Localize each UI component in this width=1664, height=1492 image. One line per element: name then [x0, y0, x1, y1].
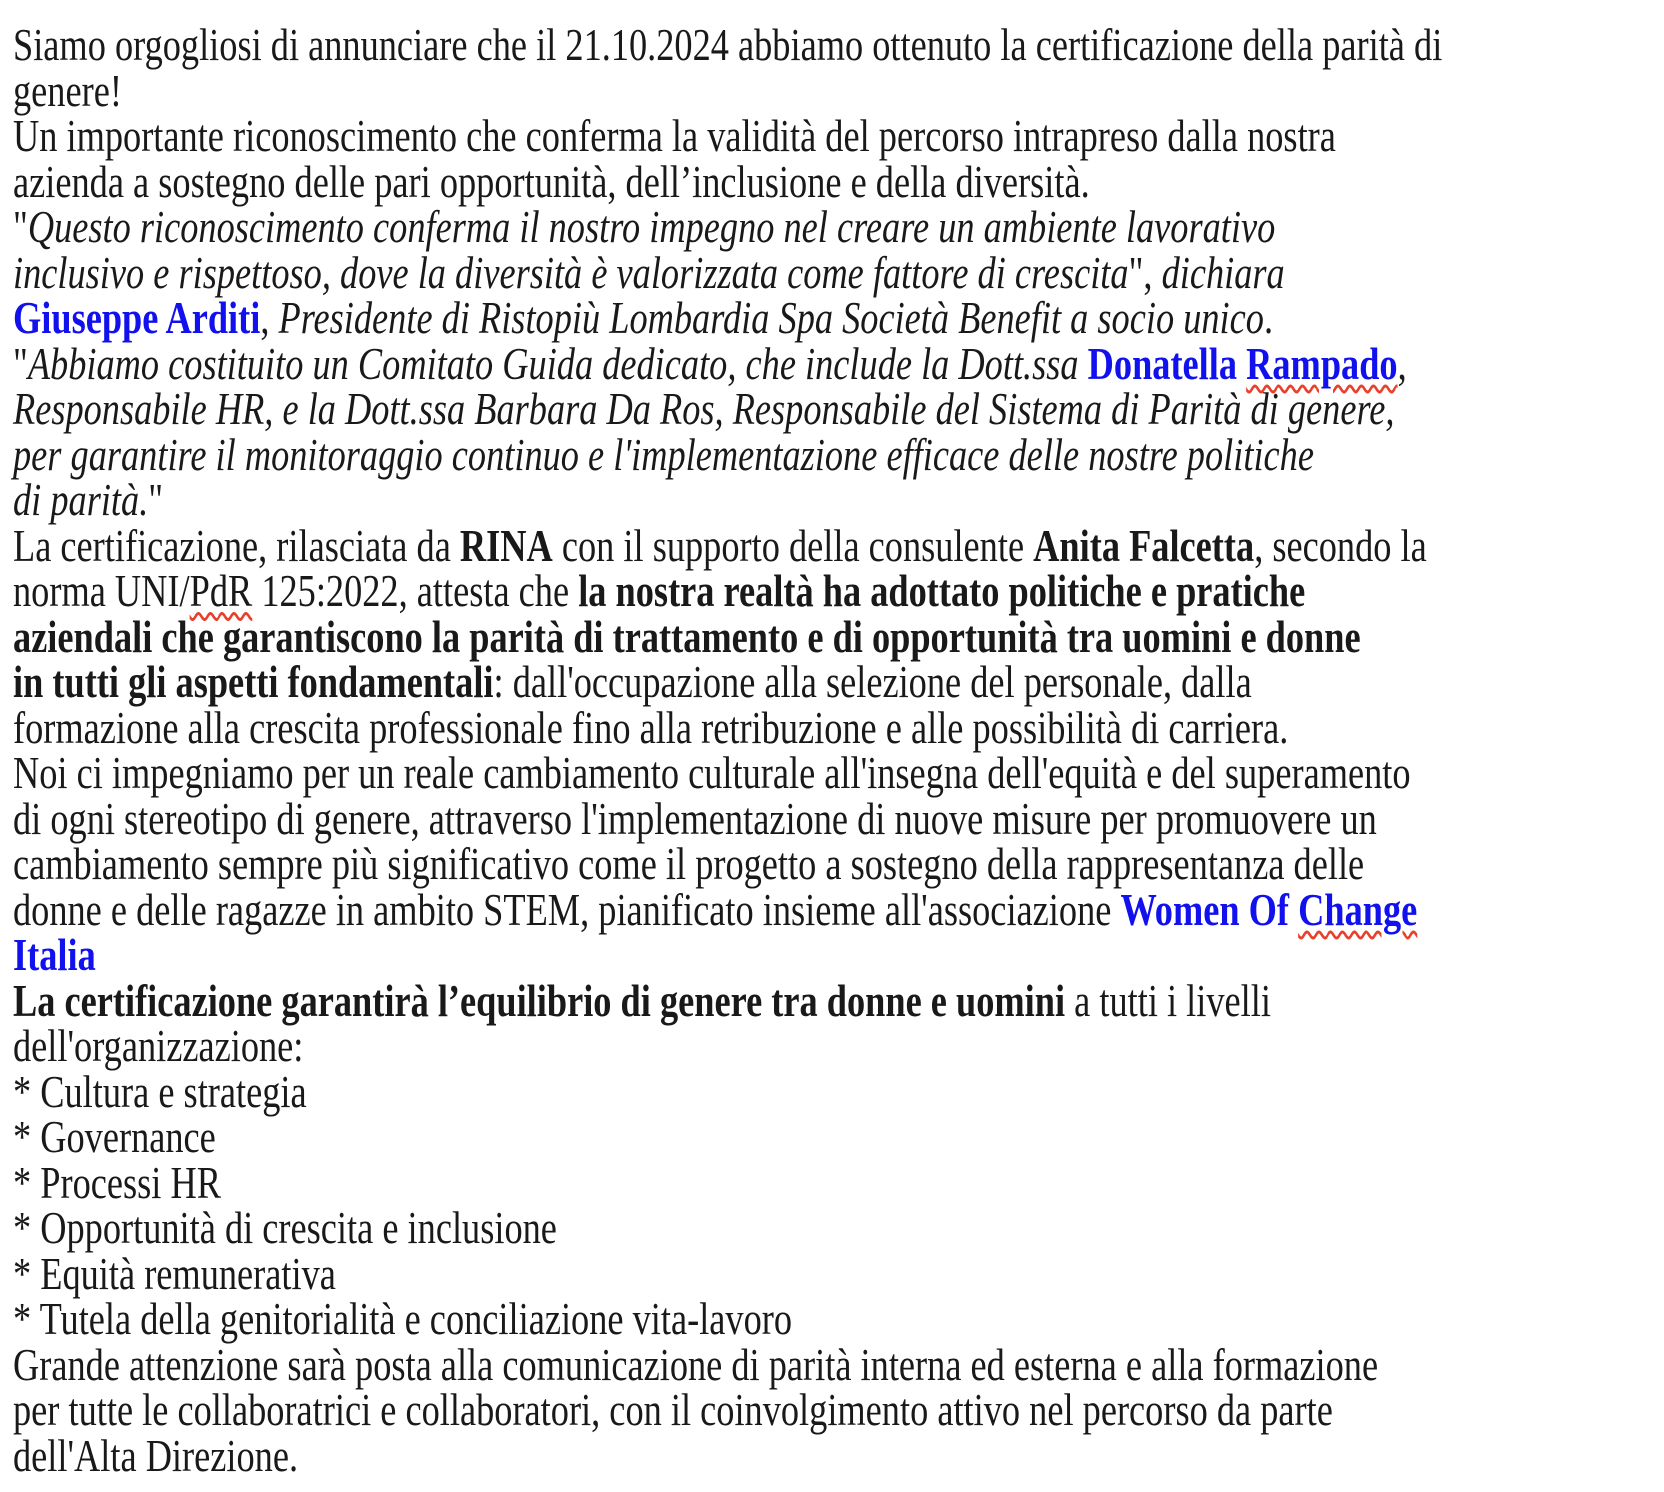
- text-segment: norma UNI/: [13, 565, 190, 616]
- text-segment: Noi ci impegniamo per un reale cambiamento culturale all'insegna dell'equità e del superamento: [13, 747, 1411, 798]
- text-segment: RINA: [459, 519, 553, 571]
- text-segment: Un importante riconoscimento che conferma la validità del percorso intrapreso dalla nostra: [13, 110, 1336, 161]
- text-line: [13, 610, 1361, 662]
- text-segment: La certificazione, rilasciata da: [13, 519, 460, 571]
- text-segment: Questo riconoscimento conferma il nostro impegno nel creare un ambiente lavorativo: [27, 201, 1276, 252]
- text-line: [13, 1293, 1317, 1344]
- text-segment: formazione alla crescita professionale fino alla retribuzione e alle possibilità di carriera.: [13, 701, 1289, 753]
- text-segment: * Opportunità di crescita e inclusione: [13, 1202, 557, 1253]
- women-of-change-italia-link[interactable]: Women Of: [1120, 883, 1299, 935]
- text-segment: a tutti i livelli: [1065, 974, 1271, 1026]
- text-segment: per tutte le collaboratrici e collaboratori, con il coinvolgimento attivo nel percorso da parte: [13, 1384, 1333, 1435]
- text-line: [13, 1202, 1317, 1253]
- text-segment: di parità.: [13, 474, 149, 525]
- text-line: [13, 1065, 1317, 1117]
- text-segment: ": [148, 474, 164, 525]
- text-segment: inclusivo e rispettoso, dove la diversità è valorizzata come fattore di crescita: [13, 246, 1129, 298]
- text-segment: ",: [1128, 246, 1162, 298]
- text-segment: * Equità remunerativa: [13, 1247, 336, 1299]
- text-line: [13, 246, 1317, 298]
- text-line: [13, 929, 1317, 980]
- text-segment: dichiara: [1161, 246, 1285, 298]
- text-segment: di ogni stereotipo di genere, attraverso l'implementazione di nuove misure per promuovere un: [13, 792, 1377, 844]
- text-segment: * Tutela della genitorialità e conciliazione vita-lavoro: [13, 1293, 793, 1344]
- text-line: [13, 19, 1443, 70]
- text-segment: dell'Alta Direzione.: [13, 1429, 299, 1481]
- text-segment: .: [1263, 292, 1274, 343]
- text-line: [13, 110, 1336, 161]
- text-segment: con il supporto della consulente: [552, 519, 1034, 571]
- text-segment: Abbiamo costituito un Comitato Guida dedicato, che include la Dott.ssa: [27, 337, 1088, 389]
- text-segment: cambiamento sempre più significativo come il progetto a sostegno della rappresentanza delle: [13, 838, 1365, 889]
- text-line: [13, 656, 1317, 707]
- text-segment: * Processi HR: [13, 1156, 221, 1208]
- text-line: [13, 565, 1317, 616]
- text-segment: ,: [260, 292, 279, 343]
- text-segment: 125:2022, attesta che: [252, 565, 579, 616]
- text-segment: Anita Falcetta: [1033, 519, 1255, 571]
- text-line: [13, 883, 1418, 935]
- text-segment: ,: [1397, 337, 1407, 389]
- donatella-rampado-link[interactable]: Donatella: [1087, 337, 1247, 389]
- women-of-change-italia-link[interactable]: Change: [1298, 883, 1418, 935]
- text-segment: Siamo orgogliosi di annunciare che il 21.10.2024 abbiamo ottenuto la certificazione della parità di: [13, 19, 1443, 70]
- text-line: [13, 747, 1411, 798]
- text-segment: dell'organizzazione:: [13, 1020, 304, 1071]
- text-line: [13, 1384, 1333, 1435]
- text-line: [13, 1338, 1379, 1390]
- text-line: [13, 838, 1365, 889]
- text-segment: per garantire il monitoraggio continuo e l'implementazione efficace delle nostre politiche: [13, 428, 1314, 480]
- text-segment: La certificazione garantirà l’equilibrio di genere tra donne e uomini: [13, 974, 1066, 1026]
- text-line: [13, 474, 1317, 525]
- text-line: [13, 155, 1317, 207]
- text-line: [13, 519, 1427, 571]
- text-segment: Responsabile HR, e la Dott.ssa Barbara Da Ros, Responsabile del Sistema di Parità di genere,: [13, 383, 1395, 434]
- text-segment: genere!: [13, 64, 122, 116]
- text-segment: * Cultura e strategia: [13, 1065, 307, 1117]
- text-line: [13, 337, 1407, 389]
- text-segment: ": [13, 201, 28, 252]
- text-segment: azienda a sostegno delle pari opportunità, dell’inclusione e della diversità.: [13, 155, 1090, 207]
- text-segment: , secondo la: [1254, 519, 1427, 571]
- text-line: [13, 383, 1395, 434]
- text-line: [13, 1020, 1317, 1071]
- text-segment: * Governance: [13, 1111, 216, 1162]
- text-line: [13, 201, 1317, 252]
- text-segment: Grande attenzione sarà posta alla comunicazione di parità interna ed esterna e alla formazione: [13, 1338, 1379, 1390]
- text-segment: PdR: [189, 565, 253, 616]
- text-segment: in tutti gli aspetti fondamentali: [13, 656, 494, 707]
- text-line: [13, 1247, 1317, 1299]
- text-line: [13, 428, 1317, 480]
- donatella-rampado-link[interactable]: Rampado: [1246, 337, 1398, 389]
- text-line: [13, 974, 1317, 1026]
- text-line: [13, 1156, 1317, 1208]
- text-line: [13, 792, 1377, 844]
- text-segment: aziendali che garantiscono la parità di trattamento e di opportunità tra uomini e donne: [13, 610, 1361, 662]
- text-segment: la nostra realtà ha adottato politiche e pratiche: [578, 565, 1306, 616]
- text-line: [13, 1429, 1317, 1481]
- giuseppe-arditi-link[interactable]: Giuseppe Arditi: [13, 292, 261, 343]
- text-line: [13, 64, 1317, 116]
- text-segment: donne e delle ragazze in ambito STEM, pianificato insieme all'associazione: [13, 883, 1121, 935]
- text-segment: : dall'occupazione alla selezione del personale, dalla: [493, 656, 1252, 707]
- women-of-change-italia-link[interactable]: Italia: [13, 929, 96, 980]
- text-line: [13, 701, 1317, 753]
- text-segment: ": [13, 337, 28, 389]
- text-line: [13, 1111, 1317, 1162]
- text-segment: Presidente di Ristopiù Lombardia Spa Società Benefit a socio unico: [278, 292, 1264, 343]
- text-line: [13, 292, 1317, 343]
